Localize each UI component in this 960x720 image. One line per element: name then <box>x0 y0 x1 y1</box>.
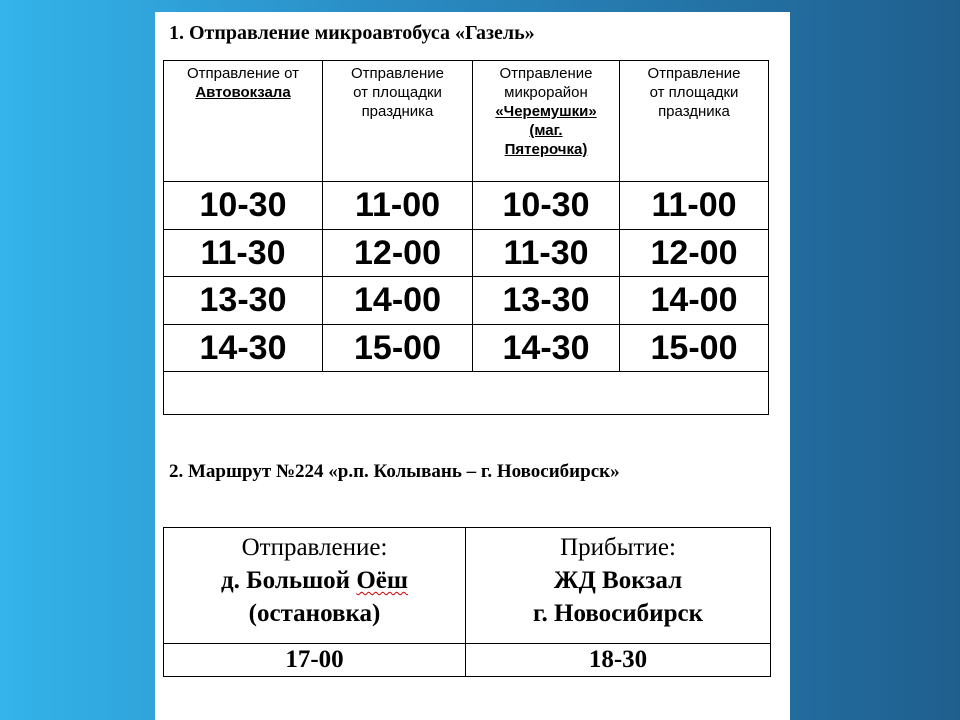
arrival-city: г. Новосибирск <box>533 600 703 627</box>
time-cell: 14-30 <box>199 328 287 367</box>
header-text: Отправление <box>350 65 445 82</box>
departure-cell <box>164 528 465 643</box>
table-row <box>164 276 768 324</box>
time-cell: 13-30 <box>472 277 619 324</box>
arrival-cell <box>465 528 770 643</box>
time-cell: 14-00 <box>322 277 472 324</box>
header-text: Отправление <box>647 65 741 82</box>
table-row <box>164 324 768 371</box>
header-text-underlined: Автовокзала <box>195 84 291 101</box>
table-header-row <box>164 528 770 643</box>
time-cell: 11-00 <box>322 182 472 229</box>
header-text: праздника <box>361 103 434 120</box>
header-text-underlined: Пятерочка) <box>504 141 588 158</box>
document-page <box>155 12 790 720</box>
column-header-cheremushki <box>472 61 619 181</box>
time-cell: 14-00 <box>619 277 768 324</box>
departure-place-text: д. Большой <box>220 567 357 594</box>
time-cell: 15-00 <box>619 325 768 371</box>
gazelle-schedule-table <box>163 60 769 415</box>
column-header-bus-station <box>164 61 322 181</box>
empty-row <box>164 371 768 416</box>
departure-place <box>164 564 465 597</box>
arrival-label: Прибытие: <box>560 534 676 561</box>
time-cell: 11-30 <box>472 230 619 276</box>
departure-time: 17-00 <box>285 646 344 673</box>
time-cell: 11-00 <box>619 182 768 229</box>
header-text-underlined: (маг. <box>529 122 563 139</box>
table-row <box>164 181 768 229</box>
departure-stop: (остановка) <box>248 600 381 627</box>
column-header-festival-site <box>322 61 472 181</box>
departure-label: Отправление: <box>241 534 388 561</box>
section2-title: 2. Маршрут №224 «р.п. Колывань – г. Новосибирск» <box>169 461 620 482</box>
time-cell: 14-30 <box>472 325 619 371</box>
header-text-underlined: «Черемушки» <box>495 103 597 120</box>
time-cell: 11-30 <box>200 233 286 272</box>
section1-title: 1. Отправление микроавтобуса «Газель» <box>169 22 535 44</box>
route-224-table <box>163 527 771 677</box>
header-text: праздника <box>658 103 730 120</box>
table-row <box>164 229 768 276</box>
header-text: Отправление <box>499 65 593 82</box>
time-cell: 10-30 <box>472 182 619 229</box>
time-cell: 12-00 <box>322 230 472 276</box>
time-cell: 12-00 <box>619 230 768 276</box>
time-cell: 15-00 <box>322 325 472 371</box>
header-text: микрорайон <box>504 84 588 101</box>
time-cell: 10-30 <box>199 186 287 224</box>
table-header-row <box>164 61 768 181</box>
column-header-festival-site <box>619 61 768 181</box>
arrival-place: ЖД Вокзал <box>553 567 683 594</box>
arrival-time: 18-30 <box>465 644 770 677</box>
time-cell: 13-30 <box>199 281 287 319</box>
table-row <box>164 643 770 677</box>
header-text: Отправление от <box>186 65 300 82</box>
header-text: от площадки <box>649 84 739 101</box>
departure-place-spellcheck: Оёш <box>356 567 408 594</box>
header-text: от площадки <box>353 84 442 101</box>
